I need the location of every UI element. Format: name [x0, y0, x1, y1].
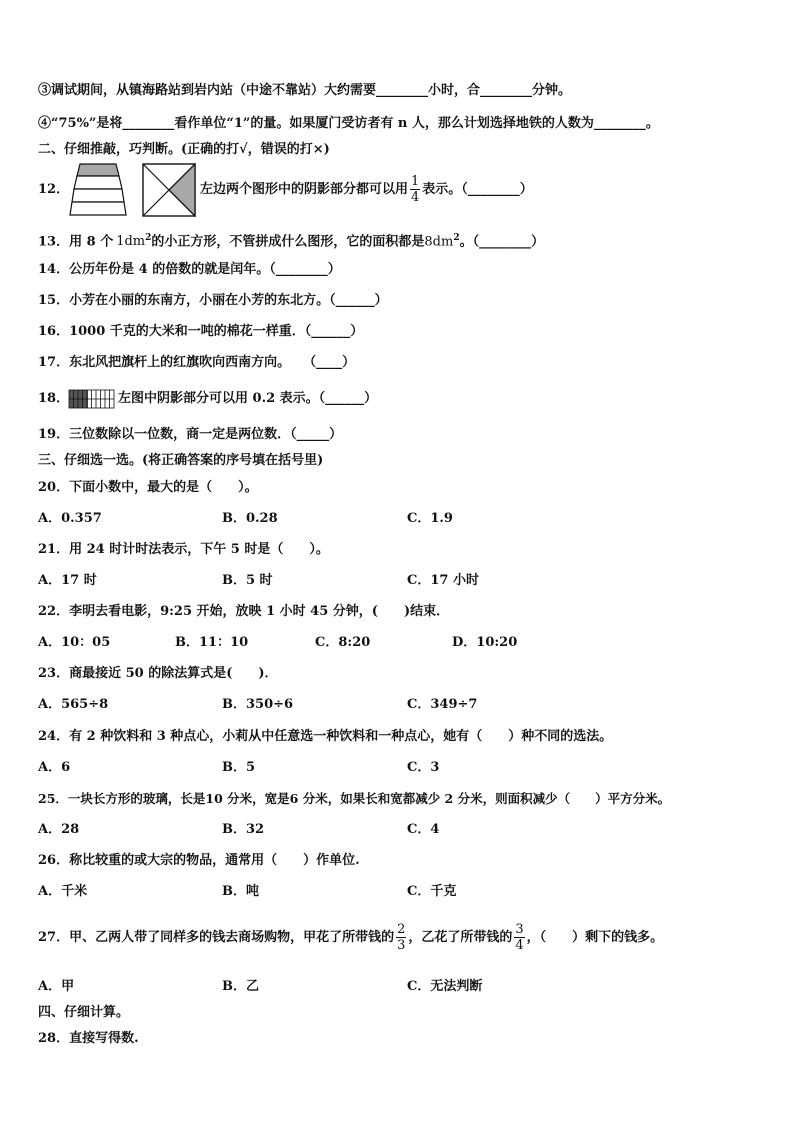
q21-option-a[interactable]: A．17 时 [38, 573, 97, 588]
question-14: 14．公历年份是 4 的倍数的就是闰年。（________） [38, 262, 341, 277]
q26-option-c[interactable]: C．千克 [407, 884, 457, 899]
question-15: 15．小芳在小丽的东南方，小丽在小芳的东北方。（______） [38, 293, 388, 308]
fraction-three-quarters: $\frac{3}{4}$ [515, 922, 524, 953]
q27-option-b[interactable]: B．乙 [222, 979, 259, 994]
q20-option-c[interactable]: C．1.9 [407, 511, 453, 526]
trapezoid-figure [68, 162, 128, 218]
q22-option-d[interactable]: D．10:20 [452, 635, 518, 650]
question-18-text: 左图中阴影部分可以用 0.2 表示。（______） [118, 391, 378, 406]
question-24: 24．有 2 种饮料和 3 种点心，小莉从中任意选一种饮料和一种点心，她有（ ）种不同的选法。 [38, 729, 613, 744]
fraction-one-quarter: $\frac{1}{4}$ [411, 174, 420, 205]
q23-option-b[interactable]: B．350÷6 [222, 697, 294, 712]
question-20: 20．下面小数中，最大的是（ ）。 [38, 480, 258, 495]
section-3-heading: 三、仔细选一选。(将正确答案的序号填在括号里) [38, 453, 324, 468]
q25-option-b[interactable]: B．32 [222, 822, 265, 837]
question-11-part4: ④“75%”是将________看作单位“1”的量。如果厦门受访者有 n 人，那么计划选择地铁的人数为________。 [38, 116, 659, 131]
section-2-heading: 二、仔细推敲，巧判断。(正确的打√，错误的打×) [38, 142, 330, 157]
q20-option-a[interactable]: A．0.357 [38, 511, 102, 526]
q23-option-c[interactable]: C．349÷7 [407, 697, 478, 712]
question-22: 22．李明去看电影，9:25 开始，放映 1 小时 45 分钟，( )结束． [38, 604, 450, 619]
q23-option-a[interactable]: A．565÷8 [38, 697, 109, 712]
square-diagonal-figure [141, 162, 197, 218]
q20-option-b[interactable]: B．0.28 [222, 511, 278, 526]
q26-option-a[interactable]: A．千米 [38, 884, 88, 899]
q24-option-c[interactable]: C．3 [407, 760, 440, 775]
question-12-number: 12． [38, 182, 70, 197]
question-21: 21．用 24 时计时法表示，下午 5 时是（ ）。 [38, 542, 329, 557]
question-25: 25．一块长方形的玻璃，长是10 分米，宽是6 分米，如果长和宽都减少 2 分米，则面积减少（ ）平方分米。 [38, 791, 671, 806]
q27-option-c[interactable]: C．无法判断 [407, 979, 483, 994]
q26-option-b[interactable]: B．吨 [222, 884, 259, 899]
question-11-part3: ③调试期间，从镇海路站到岩内站（中途不靠站）大约需要________小时，合________分钟。 [38, 83, 572, 98]
q21-option-b[interactable]: B．5 时 [222, 573, 273, 588]
q27-option-a[interactable]: A．甲 [38, 979, 75, 994]
question-19: 19．三位数除以一位数，商一定是两位数．（_____） [38, 427, 343, 442]
question-28: 28．直接写得数. [38, 1031, 139, 1046]
question-13: 13．用 8 个 $1dm^2$的小正方形，不管拼成什么图形，它的面积都是$8dm^2$。（________） [38, 233, 545, 250]
q21-option-c[interactable]: C．17 小时 [407, 573, 479, 588]
section-4-heading: 四、仔细计算。 [38, 1005, 130, 1020]
question-18-number: 18． [38, 391, 70, 406]
q24-option-a[interactable]: A．6 [38, 760, 71, 775]
question-17: 17．东北风把旗杆上的红旗吹向西南方向。 （____） [38, 355, 356, 370]
q25-option-a[interactable]: A．28 [38, 822, 80, 837]
question-23: 23．商最接近 50 的除法算式是( )． [38, 666, 278, 681]
q25-option-c[interactable]: C．4 [407, 822, 440, 837]
fraction-two-thirds: $\frac{2}{3}$ [397, 922, 406, 953]
q22-option-b[interactable]: B．11：10 [175, 635, 249, 650]
question-26: 26．称比较重的或大宗的物品，通常用（ ）作单位. [38, 853, 360, 868]
question-27: 27．甲、乙两人带了同样多的钱去商场购物，甲花了所带钱的 $\frac{2}{3}$ ，乙花了所带钱的 $\frac{3}{4}$ ，（ ）剩下的钱多。 [38, 922, 664, 953]
q22-option-c[interactable]: C．8:20 [315, 635, 371, 650]
question-16: 16．1000 千克的大米和一吨的棉花一样重．（______） [38, 324, 364, 339]
q24-option-b[interactable]: B．5 [222, 760, 256, 775]
question-12-text: 左边两个图形中的阴影部分都可以用 $\frac{1}{4}$ 表示。（________） [200, 174, 533, 205]
decimal-grid-figure [68, 388, 116, 410]
q22-option-a[interactable]: A．10：05 [38, 635, 111, 650]
